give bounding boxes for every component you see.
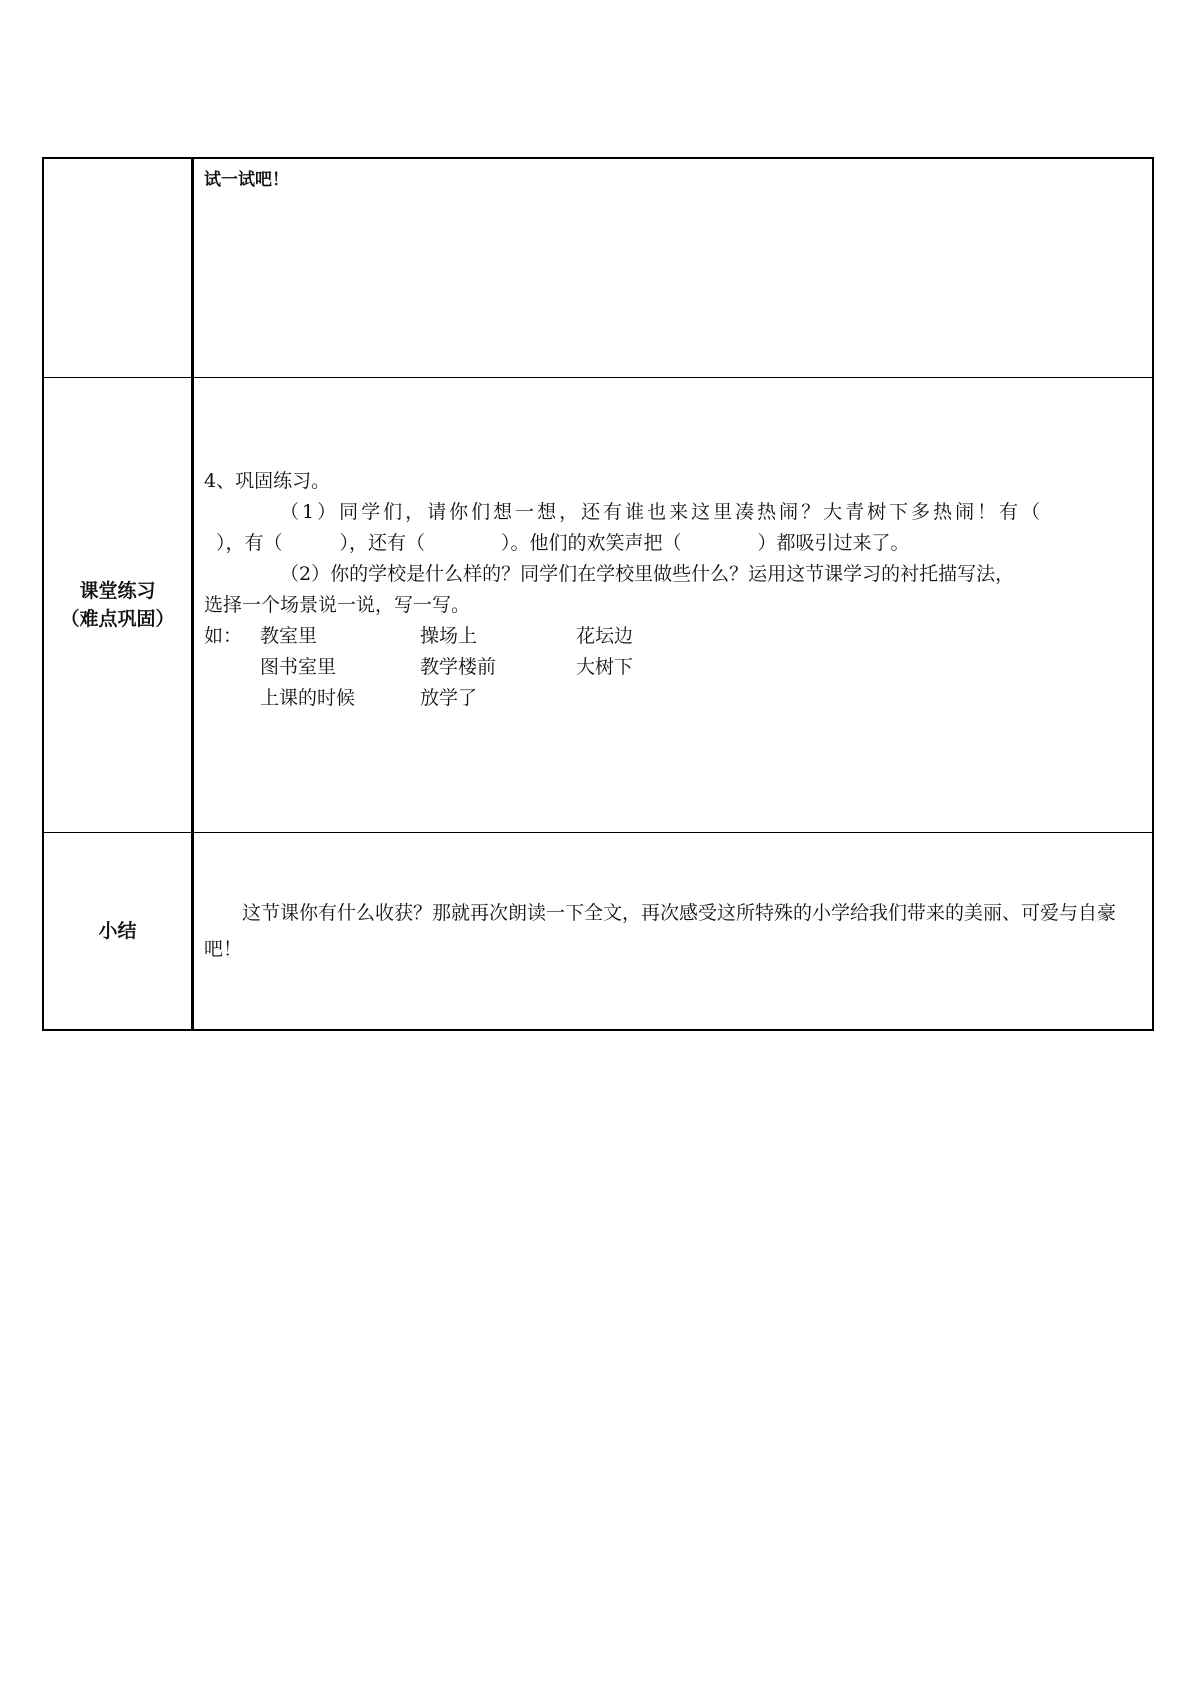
examples-spacer (204, 683, 260, 714)
examples-prefix: 如： (204, 624, 243, 647)
table-row (43, 158, 1153, 377)
examples-spacer (204, 652, 260, 683)
practice-heading: 4、巩固练习。 (204, 469, 331, 492)
practice-label: 课堂练习 (79, 579, 156, 602)
example-item: 图书室里 (260, 655, 337, 678)
practice-sublabel: （难点巩固） (60, 607, 175, 630)
question-1-line-1: （1）同学们，请你们想一想，还有谁也来这里凑热闹？大青树下多热闹！有（ (280, 500, 1044, 523)
example-item: 上课的时候 (260, 686, 356, 709)
question-2-line-2: 选择一个场景说一说，写一写。 (204, 593, 471, 616)
example-item: 大树下 (576, 655, 634, 678)
table-row (43, 377, 1153, 832)
row-label-summary (43, 832, 193, 1030)
practice-content (193, 377, 1154, 832)
question-2-line-1: （2）你的学校是什么样的？同学们在学校里做些什么？运用这节课学习的衬托描写法， (280, 562, 1015, 585)
example-item: 操场上 (420, 624, 478, 647)
example-item: 教学楼前 (420, 655, 497, 678)
row-content (193, 158, 1154, 377)
summary-text: 这节课你有什么收获？那就再次朗读一下全文，再次感受这所特殊的小学给我们带来的美丽、可爱与自豪吧！ (204, 901, 1117, 960)
example-item: 教室里 (260, 624, 318, 647)
table-row (43, 832, 1153, 1030)
summary-content (193, 832, 1154, 1030)
row-label-practice (43, 377, 193, 832)
lesson-plan-table (42, 157, 1154, 1031)
question-1-line-2: ），有（ ），还有（ ）。他们的欢笑声把（ ）都吸引过来了。 (216, 531, 910, 554)
row-label-empty (43, 158, 193, 377)
practice-block (194, 378, 1152, 714)
example-item: 花坛边 (576, 624, 634, 647)
try-it-text: 试一试吧！ (204, 170, 289, 190)
summary-label: 小结 (98, 919, 137, 942)
example-scenes (204, 621, 1136, 714)
example-item: 放学了 (420, 686, 478, 709)
example-item (576, 683, 736, 714)
